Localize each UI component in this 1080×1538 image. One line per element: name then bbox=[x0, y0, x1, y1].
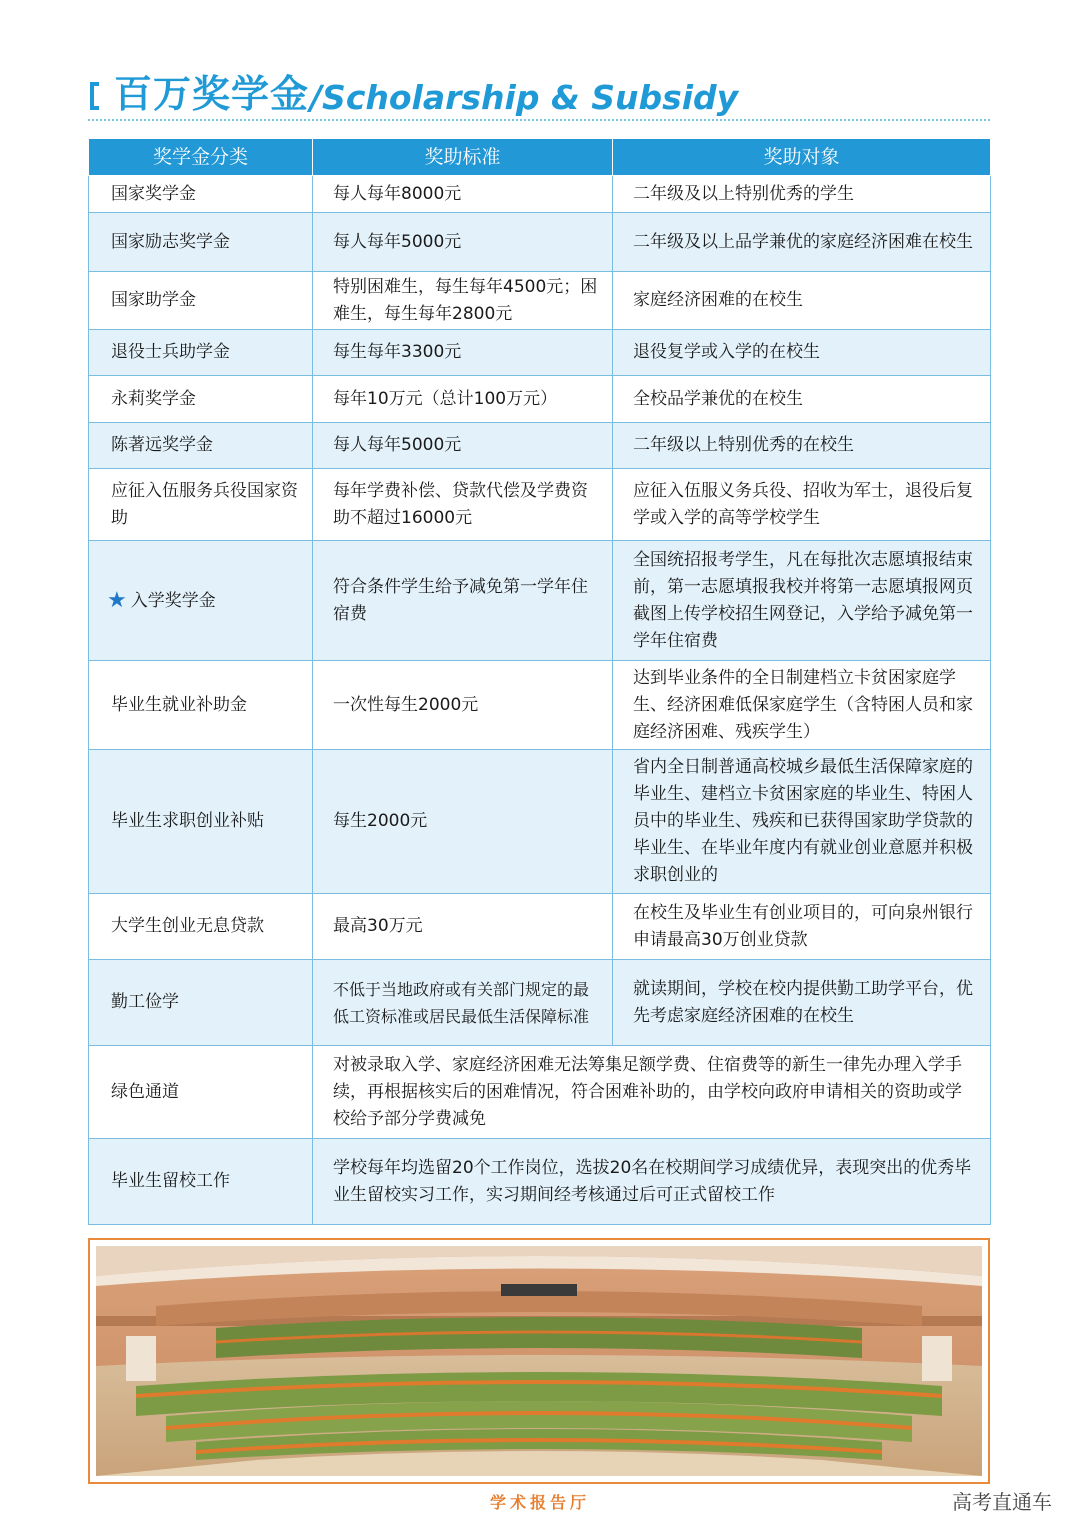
cell-standard: 每人每年8000元 bbox=[313, 176, 613, 213]
title-bracket-decoration bbox=[90, 82, 99, 110]
cell-category bbox=[89, 541, 313, 661]
cell-target: 就读期间，学校在校内提供勤工助学平台，优先考虑家庭经济困难的在校生 bbox=[613, 960, 991, 1046]
table-row bbox=[89, 376, 991, 423]
cell-standard: 每年学费补偿、贷款代偿及学费资助不超过16000元 bbox=[313, 469, 613, 541]
section-title bbox=[88, 66, 990, 122]
cell-category: 陈著远奖学金 bbox=[89, 423, 313, 469]
table-row bbox=[89, 894, 991, 960]
table-row bbox=[89, 1046, 991, 1139]
table-row bbox=[89, 213, 991, 272]
table-row bbox=[89, 423, 991, 469]
table-row bbox=[89, 469, 991, 541]
table-header-row bbox=[89, 139, 991, 176]
cell-target: 在校生及毕业生有创业项目的，可向泉州银行申请最高30万创业贷款 bbox=[613, 894, 991, 960]
cell-category: 毕业生留校工作 bbox=[89, 1139, 313, 1225]
title-divider bbox=[88, 119, 990, 121]
cell-target: 应征入伍服义务兵役、招收为军士，退役后复学或入学的高等学校学生 bbox=[613, 469, 991, 541]
cell-standard: 每生2000元 bbox=[313, 750, 613, 894]
scholarship-table bbox=[88, 138, 991, 1225]
table-row bbox=[89, 541, 991, 661]
cell-target: 退役复学或入学的在校生 bbox=[613, 330, 991, 376]
cell-target: 达到毕业条件的全日制建档立卡贫困家庭学生、经济困难低保家庭学生（含特困人员和家庭经济困难、残疾学生） bbox=[613, 661, 991, 750]
title-english: /Scholarship & Subsidy bbox=[310, 78, 739, 117]
table-row bbox=[89, 272, 991, 330]
auditorium-photo-frame bbox=[88, 1238, 990, 1484]
cell-standard: 最高30万元 bbox=[313, 894, 613, 960]
cell-target: 省内全日制普通高校城乡最低生活保障家庭的毕业生、建档立卡贫困家庭的毕业生、特困人员中的毕业生、残疾和已获得国家助学贷款的毕业生、在毕业年度内有就业创业意愿并积极求职创业的 bbox=[613, 750, 991, 894]
cell-merged-description: 学校每年均选留20个工作岗位，选拔20名在校期间学习成绩优异，表现突出的优秀毕业生留校实习工作，实习期间经考核通过后可正式留校工作 bbox=[313, 1139, 991, 1225]
cell-target: 二年级及以上特别优秀的学生 bbox=[613, 176, 991, 213]
cell-category: 退役士兵助学金 bbox=[89, 330, 313, 376]
cell-category: 毕业生就业补助金 bbox=[89, 661, 313, 750]
table-row bbox=[89, 176, 991, 213]
cell-standard: 每生每年3300元 bbox=[313, 330, 613, 376]
cell-category: 毕业生求职创业补贴 bbox=[89, 750, 313, 894]
cell-category: 永莉奖学金 bbox=[89, 376, 313, 423]
title-chinese: 百万奖学金 bbox=[114, 72, 310, 116]
cell-category: 勤工俭学 bbox=[89, 960, 313, 1046]
photo-caption: 学术报告厅 bbox=[489, 1493, 590, 1512]
cell-standard: 特别困难生，每生每年4500元；困难生，每生每年2800元 bbox=[313, 272, 613, 330]
cell-category: 绿色通道 bbox=[89, 1046, 313, 1139]
cell-category: 国家助学金 bbox=[89, 272, 313, 330]
cell-target: 全国统招报考学生，凡在每批次志愿填报结束前，第一志愿填报我校并将第一志愿填报网页截图上传学校招生网登记，入学给予减免第一学年住宿费 bbox=[613, 541, 991, 661]
star-icon: ★ bbox=[107, 588, 127, 613]
cell-standard: 每年10万元（总计100万元） bbox=[313, 376, 613, 423]
table-row bbox=[89, 330, 991, 376]
cell-category: 应征入伍服务兵役国家资助 bbox=[89, 469, 313, 541]
column-header-standard: 奖助标准 bbox=[313, 139, 613, 176]
cell-category-text: 入学奖学金 bbox=[130, 591, 216, 611]
cell-merged-description: 对被录取入学、家庭经济困难无法筹集足额学费、住宿费等的新生一律先办理入学手续，再根据核实后的困难情况，符合困难补助的，由学校向政府申请相关的资助或学校给予部分学费减免 bbox=[313, 1046, 991, 1139]
cell-target: 全校品学兼优的在校生 bbox=[613, 376, 991, 423]
column-header-target: 奖助对象 bbox=[613, 139, 991, 176]
cell-target: 二年级以上特别优秀的在校生 bbox=[613, 423, 991, 469]
auditorium-illustration bbox=[96, 1246, 982, 1476]
cell-category: 国家奖学金 bbox=[89, 176, 313, 213]
cell-target: 家庭经济困难的在校生 bbox=[613, 272, 991, 330]
table-row bbox=[89, 661, 991, 750]
cell-category: 国家励志奖学金 bbox=[89, 213, 313, 272]
cell-target: 二年级及以上品学兼优的家庭经济困难在校生 bbox=[613, 213, 991, 272]
cell-standard: 每人每年5000元 bbox=[313, 213, 613, 272]
cell-standard: 符合条件学生给予减免第一学年住宿费 bbox=[313, 541, 613, 661]
cell-category: 大学生创业无息贷款 bbox=[89, 894, 313, 960]
cell-standard: 一次性每生2000元 bbox=[313, 661, 613, 750]
auditorium-photo bbox=[96, 1246, 982, 1476]
cell-standard: 每人每年5000元 bbox=[313, 423, 613, 469]
table-row bbox=[89, 960, 991, 1046]
watermark-text: 高考直通车 bbox=[952, 1490, 1052, 1514]
column-header-category: 奖学金分类 bbox=[89, 139, 313, 176]
table-row bbox=[89, 750, 991, 894]
table-row bbox=[89, 1139, 991, 1225]
cell-standard: 不低于当地政府或有关部门规定的最低工资标准或居民最低生活保障标准 bbox=[313, 960, 613, 1046]
